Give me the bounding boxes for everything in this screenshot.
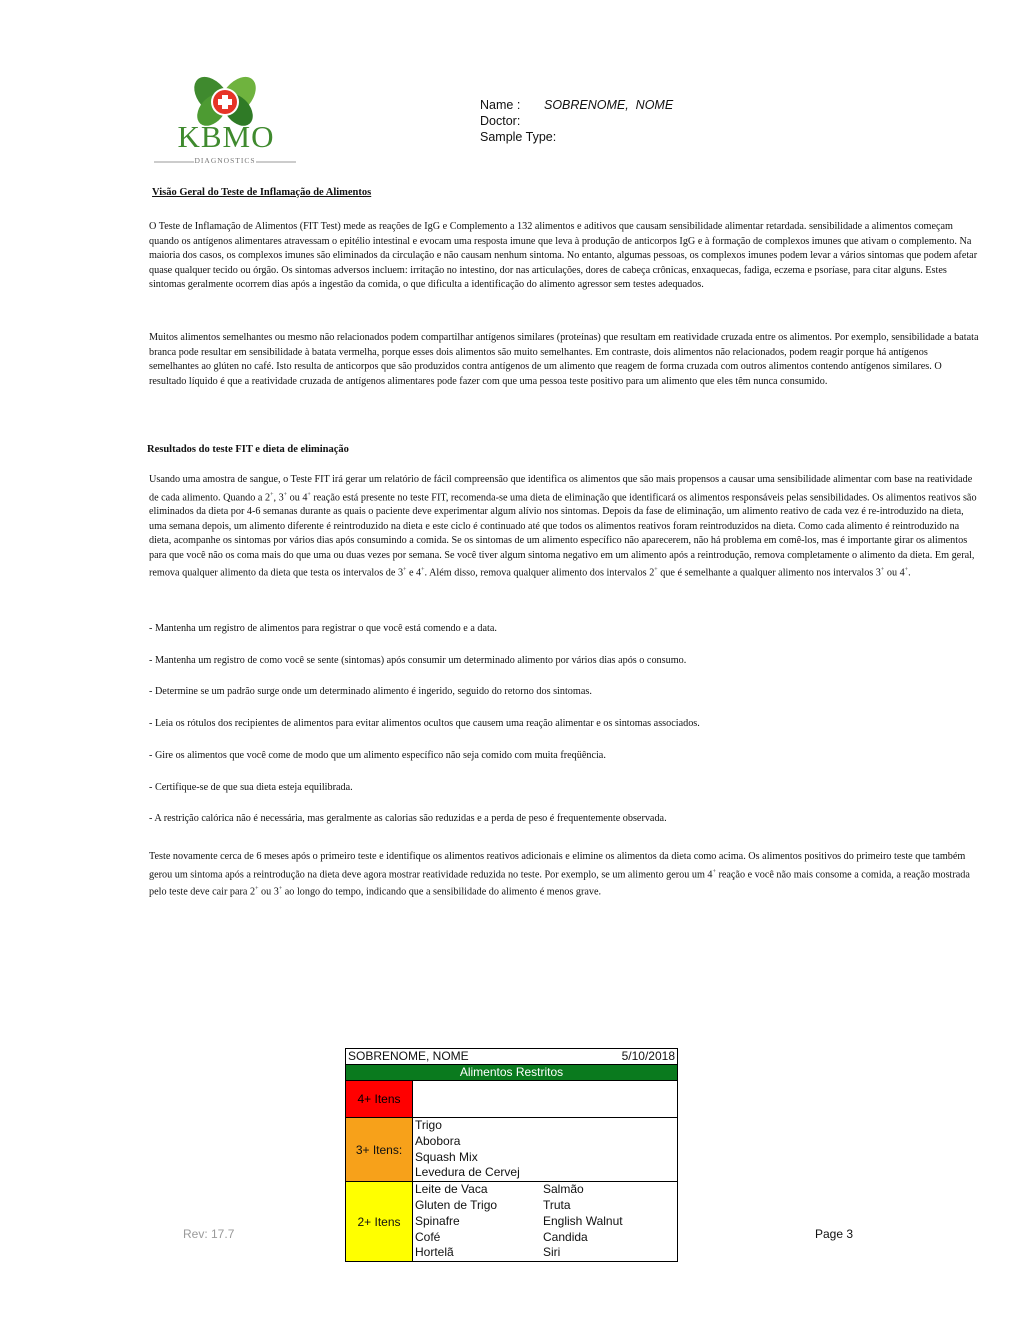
bullet-item: - Determine se um padrão surge onde um determinado alimento é ingerido, seguido do retorno dos sintomas. [149,686,592,697]
bullet-item: - Mantenha um registro de como você se sente (sintomas) após consumir um determinado alimento por vários dias após o consumo. [149,655,687,666]
food-item: Levedura de Cervej [415,1165,520,1180]
revision-label: Rev: 17.7 [183,1227,235,1241]
tier-3-items [413,1118,677,1181]
food-item: Truta [543,1197,571,1212]
overview-paragraph-1: O Teste de Inflamação de Alimentos (FIT Test) mede as reações de IgG e Complemento a 132 alimentos e aditivos que causam sensibilidade alimentar retardada. sensibilidade a alimentos começam quando os antígenos alimentares atravessam o epitélio intestinal e evocam uma resposta imune que leva à produção de anticorpos IgG e à formação de complexos imunes que ativam o complemento. Na maioria dos casos, os complexos imunes são eliminados da circulação e não causam nenhum sintoma. No entanto, algumas pessoas, os complexos imunes podem levar a vários sintomas que podem afetar quase qualquer tecido ou órgão. Os sintomas adversos incluem: irritação no intestino, dor nas articulações, dores de cabeça crônicas, enxaquecas, fadiga, eczema e psoríase, para citar alguns. Estes sintomas geralmente ocorrem dias após a ingestão da comida, o que dificulta a identificação do alimento agressor sem testes adequados. [149,221,978,290]
sample-type-label: Sample Type: [480,130,557,144]
logo-sub: DIAGNOSTICS [194,156,256,165]
bullet-item: - Mantenha um registro de alimentos para registrar o que você está comendo e a data. [149,623,497,634]
overview-title: Visão Geral do Teste de Inflamação de Alimentos [152,187,372,198]
bullet-item: - Gire os alimentos que você come de modo que um alimento específico não seja comido com muita freqüência. [149,750,606,761]
food-item: Abobora [415,1133,461,1148]
food-item: Candida [543,1229,588,1244]
page-number: Page 3 [815,1227,854,1241]
bullet-item: - Certifique-se de que sua dieta esteja equilibrada. [149,782,353,793]
table-subtitle: Alimentos Restritos [346,1065,677,1081]
tier-4-items [413,1081,677,1117]
results-paragraph: Usando uma amostra de sangue, o Teste FIT irá gerar um relatório de fácil compreensão que identifica os alimentos que são mais propensos a causar uma sensibilidade alimentar com base na reatividade de cada alimento. Quando a 2+, 3+ ou 4+ reação está presente no teste FIT, recomenda-se uma dieta de eliminação que identificará os alimentos responsáveis pelas sensibilidades. Os alimentos reativos são eliminados da dieta por 4-6 semanas durante as quais o paciente deve experimentar algum alívio nos sintomas. Depois da fase de eliminação, um alimento reativo de cada vez é re-introduzido na dieta, uma semana depois, um alimento diferente é reintroduzido na dieta e este ciclo é continuado até que todos os alimentos reativos foram reintroduzidos na dieta. Como cada alimento é reintroduzido na dieta, acompanhe os sintomas por vários dias após consumindo a comida. Se os sintomas de um alimento específico não aparecerem, não há problema em comê-los, mas é importante girar os alimentos para que você não os coma mais do que uma ou duas vezes por semana. Se você tiver algum sintoma negativo em um alimento após a reintrodução, remova completamente o alimento da dieta. Em geral, remova qualquer alimento da dieta que testa os intervalos de 3+ e 4+. Além disso, remova qualquer alimento dos intervalos 2+ que é semelhante a qualquer alimento nos intervalos 3+ ou 4+. [149,474,977,579]
retest-paragraph: Teste novamente cerca de 6 meses após o primeiro teste e identifique os alimentos reativos adicionais e elimine os alimentos da dieta como acima. Os alimentos positivos do primeiro teste que também gerou um sintoma após a reintrodução na dieta deve agora mostrar reatividade reduzida no teste. Por exemplo, se um alimento gerou um 4+ reação e você não mais consome a comida, a reação mostrada pelo teste deve cair para 2+ ou 3+ ao longo do tempo, indicando que a sensibilidade do alimento é menos grave. [149,851,970,898]
food-item: Salmão [543,1182,584,1197]
kbmo-logo [150,68,300,170]
table-header [346,1049,677,1065]
food-item: Gluten de Trigo [415,1197,498,1212]
restricted-foods-table [345,1048,678,1262]
tier-2-row [346,1182,677,1261]
patient-info [480,97,673,145]
results-title: Resultados do teste FIT e dieta de eliminação [147,444,349,455]
tier-3-row [346,1118,677,1182]
table-patient-name: SOBRENOME, NOME [348,1049,469,1063]
bullet-item: - Leia os rótulos dos recipientes de alimentos para evitar alimentos ocultos que causem uma reação alimentar e os sintomas associados. [149,718,700,729]
tier-3-label: 3+ Itens: [346,1118,413,1181]
name-value: SOBRENOME, NOME [544,98,674,112]
food-item: Squash Mix [415,1149,478,1164]
food-item: Cofé [415,1229,441,1244]
logo-brand: KBMO [177,119,275,154]
food-item: Spinafre [415,1213,460,1228]
bullet-item: - A restrição calórica não é necessária, mas geralmente as calorias são reduzidas e a perda de peso é frequentemente observada. [149,813,667,824]
tier-4-row [346,1081,677,1118]
food-item: English Walnut [543,1213,623,1228]
food-item: Hortelã [415,1245,454,1260]
name-label: Name : [480,98,521,112]
food-item: Leite de Vaca [415,1182,488,1197]
tier-2-label: 2+ Itens [346,1182,413,1261]
overview-paragraph-2: Muitos alimentos semelhantes ou mesmo não relacionados podem compartilhar antígenos similares (proteínas) que resultam em reatividade cruzada entre os alimentos. Por exemplo, sensibilidade a batata branca pode resultar em sensibilidade à batata vermelha, porque esses dois alimentos são muito semelhantes. Em contraste, dois alimentos não relacionados, podem reagir porque há antígenos semelhantes ao glúten no café. Isto resulta de anticorpos que são produzidos contra antígenos de um alimento que reagem de forma cruzada com outros alimentos contendo antígenos similares. O resultado líquido é que a reatividade cruzada de antígenos alimentares pode fazer com que uma pessoa teste positivo para um alimento que eles têm nunca consumido. [149,332,979,387]
food-item: Siri [543,1245,561,1260]
tier-2-items [413,1182,677,1261]
table-date: 5/10/2018 [621,1049,675,1063]
doctor-label: Doctor: [480,114,521,128]
food-item: Trigo [415,1118,442,1132]
tier-4-label: 4+ Itens [346,1081,413,1117]
